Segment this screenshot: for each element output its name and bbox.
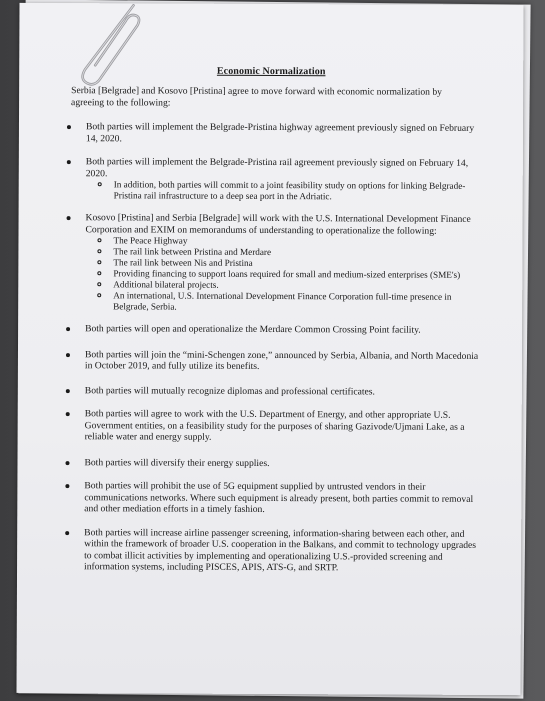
hollow-bullet-icon [97, 293, 101, 297]
list-item-text: Both parties will join the “mini-Schengen zone,” announced by Serbia, Albania, and North Macedonia in October 2019, and fully utilize its benefits. [84, 348, 479, 372]
bullet-icon [67, 216, 71, 220]
list-item-text: Both parties will increase airline passenger screening, information-sharing between each other, and within the framework of broader U.S. cooperation in the Balkans, and commit to technology upgrades to combat illicit activities by implementing and operationalizing U.S.-provided screening and information systems, including PISCES, APIS, ATS-G, and SRTP. [84, 526, 477, 574]
bullet-icon [65, 461, 69, 465]
bullet-list [47, 121, 481, 574]
hollow-bullet-icon [98, 182, 102, 186]
intro-paragraph: Serbia [Belgrade] and Kosovo [Pristina] agree to move forward with economic normalization by agreeing to the following: [71, 85, 443, 109]
bullet-icon [66, 412, 70, 416]
bullet-icon [66, 353, 70, 357]
sub-list-item [86, 179, 481, 203]
list-item [48, 385, 480, 398]
list-item [47, 457, 479, 470]
list-item [49, 121, 481, 146]
sub-list-item-text: Additional bilateral projects. [113, 279, 219, 290]
paperclip-icon [71, 3, 141, 93]
sub-list-item-text: An international, U.S. International Development Finance Corporation full-time presence in Belgrade, Serbia. [113, 290, 452, 312]
bullet-icon [66, 389, 70, 393]
list-item-text: Both parties will prohibit the use of 5G equipment supplied by untrusted vendors in their communications networks. Where such equipment is already present, both parties commit to removal and other mediation efforts in a timely fashion. [84, 480, 474, 515]
list-item [48, 323, 480, 336]
bullet-icon [67, 125, 71, 129]
sub-list-item [85, 290, 480, 314]
list-item [47, 527, 479, 575]
list-item-text: Both parties will mutually recognize diplomas and professional certificates. [84, 384, 375, 397]
list-item-text: Both parties will diversify their energy supplies. [84, 456, 270, 469]
hollow-bullet-icon [97, 238, 101, 242]
list-item [48, 408, 480, 444]
sub-list-item-text: The rail link between Pristina and Merdare [113, 246, 272, 258]
hollow-bullet-icon [97, 271, 101, 275]
list-item [48, 212, 480, 314]
sub-list-item-text: Providing financing to support loans required for small and medium-sized enterprises (SME's) [113, 268, 461, 280]
list-item [49, 156, 481, 203]
list-item-text: Both parties will implement the Belgrade-Pristina rail agreement previously signed on February 14, 2020. [85, 156, 469, 179]
hollow-bullet-icon [97, 260, 101, 264]
list-item [48, 349, 480, 374]
list-item [47, 480, 479, 516]
list-item-text: Both parties will open and operationalize the Merdare Common Crossing Point facility. [85, 323, 421, 336]
hollow-bullet-icon [97, 249, 101, 253]
document-title: Economic Normalization [216, 65, 326, 78]
list-item-text: Both parties will agree to work with the U.S. Department of Energy, and other appropriate U.S. Government entities, on a feasibility study for the purposes of sharing Gazivode/Ujmani Lake, as a reliable water and energy supply. [84, 408, 465, 443]
sub-list-item-text: The rail link between Nis and Pristina [113, 257, 253, 268]
list-item-text: Both parties will implement the Belgrade-Pristina highway agreement previously signed on February 14, 2020. [85, 121, 475, 144]
document-page [16, 3, 523, 695]
bullet-icon [66, 327, 70, 331]
bullet-icon [65, 531, 69, 535]
bullet-icon [67, 160, 71, 164]
sub-list-item-text: The Peace Highway [113, 235, 188, 246]
bullet-icon [65, 484, 69, 488]
list-item-text: Kosovo [Pristina] and Serbia [Belgrade] will work with the U.S. International Development Finance Corporation and EXIM on memorandums of understanding to operationalize the following: [85, 212, 471, 237]
sub-list-item-text: In addition, both parties will commit to a joint feasibility study on options for linking Belgrade-Pristina rail infrastructure to a deep sea port in the Adriatic. [113, 179, 466, 202]
hollow-bullet-icon [97, 282, 101, 286]
